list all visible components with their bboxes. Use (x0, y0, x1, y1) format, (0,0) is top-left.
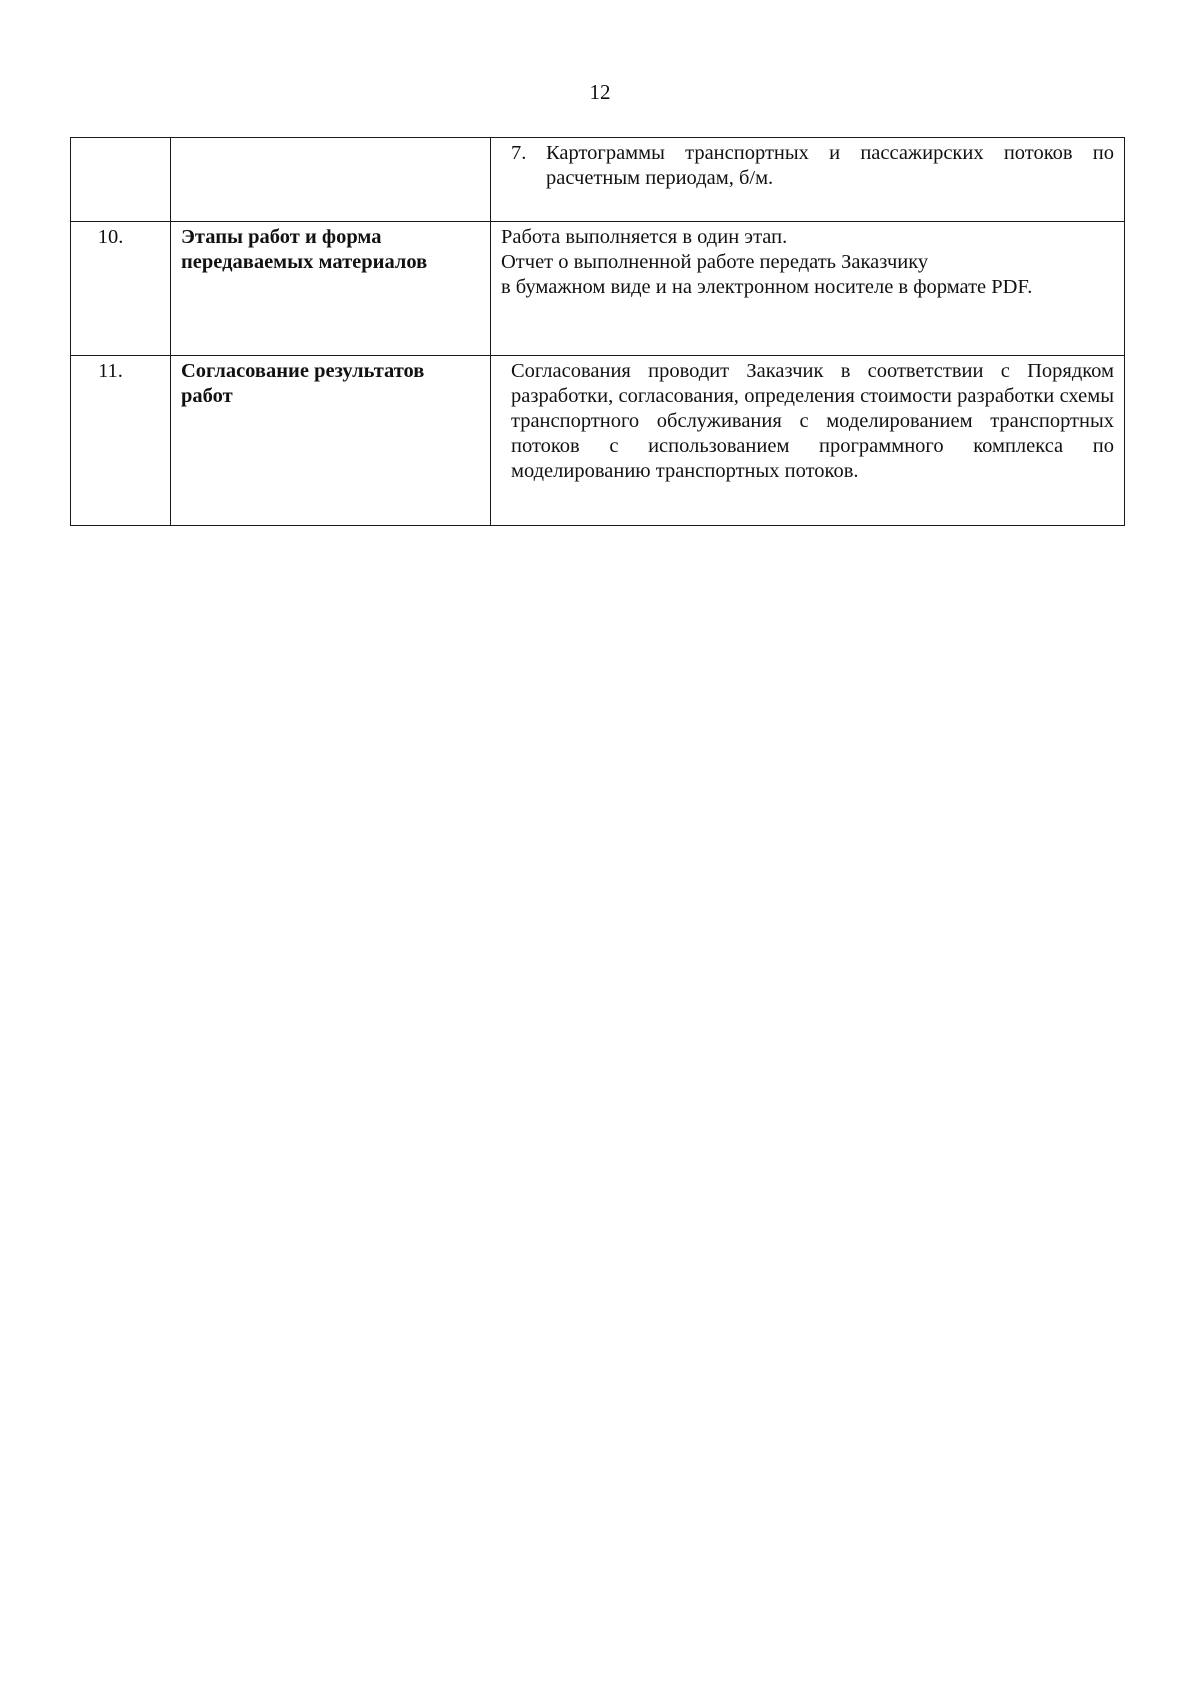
table-row (71, 356, 1125, 526)
list-marker: 7. (511, 142, 527, 164)
table-row (71, 138, 1125, 222)
row-description-cell (491, 138, 1125, 222)
list-text: Картограммы транспортных и пассажирских потоков по расчетным периодам, б/м. (546, 142, 1114, 189)
page-number: 12 (589, 80, 611, 104)
row-description-cell (491, 222, 1125, 356)
row-number-cell: 11. (71, 356, 171, 526)
row-number-cell: 10. (71, 222, 171, 356)
row-description-cell: Согласования проводит Заказчик в соответствии с Порядком разработки, согласования, определения стоимости разработки схемы транспортного обслуживания с моделированием транспортных потоков с использованием программного комплекса по моделированию транспортных потоков. (491, 356, 1125, 526)
requirements-table (70, 137, 1125, 526)
row-name-cell: Согласование результатов работ (171, 356, 491, 526)
row-name-cell (171, 138, 491, 222)
row-number-cell (71, 138, 171, 222)
description-line: в бумажном виде и на электронном носителе в формате PDF. (501, 276, 1033, 298)
table-row (71, 222, 1125, 356)
description-line: Работа выполняется в один этап. (501, 226, 788, 248)
row-name-cell: Этапы работ и форма передаваемых материалов (171, 222, 491, 356)
list-item (501, 141, 1114, 191)
description-line: Отчет о выполненной работе передать Заказчику (501, 251, 929, 273)
